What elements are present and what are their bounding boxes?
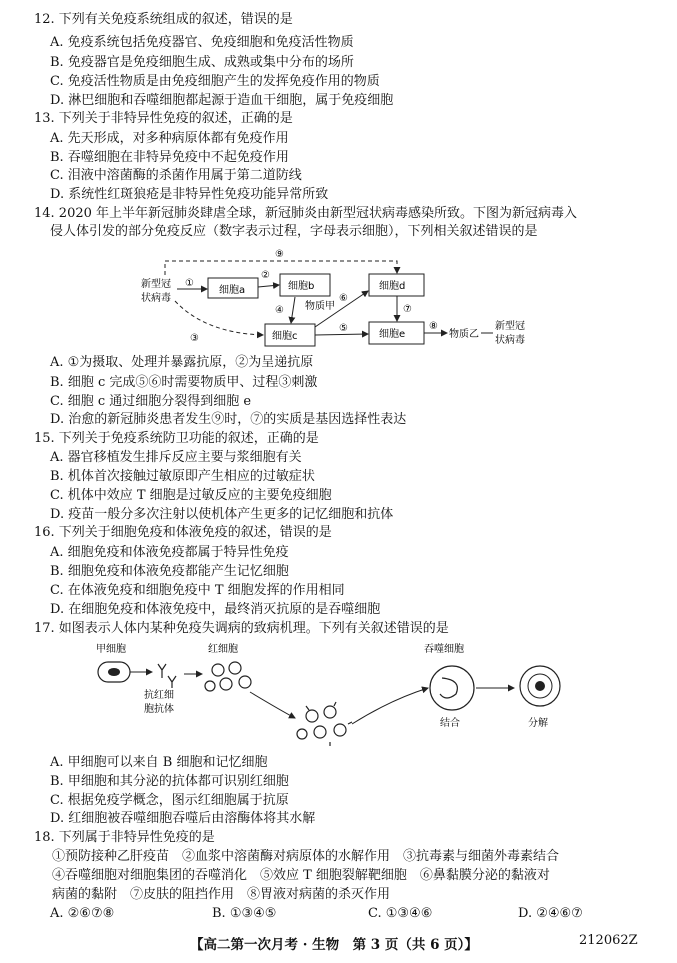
- cell-b-label: 细胞b: [288, 281, 315, 292]
- q18-items-line2: ④吞噬细胞对细胞集团的吞噬消化 ⑤效应 T 细胞裂解靶细胞 ⑥鼻黏膜分泌的黏液对: [52, 868, 550, 883]
- cell-e-label: 细胞e: [379, 329, 406, 340]
- q17-option-a: A. 甲细胞可以来自 B 细胞和记忆细胞: [50, 755, 268, 770]
- q18-items-line1: ①预防接种乙肝疫苗 ②血浆中溶菌酶对病原体的水解作用 ③抗毒素与细菌外毒素结合: [52, 849, 560, 864]
- q16-option-a: A. 细胞免疫和体液免疫都属于特异性免疫: [50, 545, 289, 560]
- cell-a-label: 细胞a: [219, 285, 246, 296]
- q18-stem: 18. 下列属于非特异性免疫的是: [34, 830, 215, 845]
- arrow-3: [175, 301, 263, 335]
- q16-option-d: D. 在细胞免疫和体液免疫中，最终消灭抗原的是吞噬细胞: [50, 602, 381, 617]
- num-4: ④: [275, 305, 284, 316]
- substance-a-label: 物质甲: [305, 301, 335, 312]
- q15-option-b: B. 机体首次接触过敏原即产生相应的过敏症状: [50, 469, 315, 484]
- q14-option-d: D. 治愈的新冠肺炎患者发生⑨时，⑦的实质是基因选择性表达: [50, 412, 407, 427]
- arrow-5: [315, 334, 368, 335]
- cell-d-label: 细胞d: [379, 281, 406, 292]
- q18-choice-a: A. ②⑥⑦⑧: [50, 906, 115, 921]
- q12-option-d: D. 淋巴细胞和吞噬细胞都起源于造血干细胞，属于免疫细胞: [50, 93, 394, 108]
- phago-cell-icon: [430, 666, 474, 710]
- virus-right-label-2: 状病毒: [495, 335, 525, 346]
- agglutinated-cells-icon: [297, 702, 352, 746]
- phago-label: 吞噬细胞: [424, 644, 464, 655]
- antibody-icon: [158, 664, 176, 688]
- q14-option-a: A. ①为摄取、处理并暴露抗原，②为呈递抗原: [50, 355, 314, 370]
- virus-right-label-1: 新型冠: [495, 321, 525, 332]
- q15-option-c: C. 机体中效应 T 细胞是过敏反应的主要免疫细胞: [50, 488, 332, 503]
- q12-stem: 12. 下列有关免疫系统组成的叙述，错误的是: [34, 12, 293, 27]
- jia-cell-label: 甲细胞: [96, 644, 126, 655]
- page-footer: 【高二第一次月考 · 生物 第 3 页（共 6 页）】: [190, 937, 478, 953]
- q12-option-c: C. 免疫活性物质是由免疫细胞产生的发挥免疫作用的物质: [50, 74, 380, 89]
- arrow-2: [258, 285, 279, 287]
- q14-option-c: C. 细胞 c 通过细胞分裂得到细胞 e: [50, 394, 252, 409]
- q13-option-d: D. 系统性红斑狼疮是非特异性免疫功能异常所致: [50, 187, 329, 202]
- q18-choice-d: D. ②④⑥⑦: [518, 906, 583, 921]
- num-2: ②: [261, 270, 270, 281]
- substance-b-label: 物质乙: [449, 329, 479, 340]
- cell-c-label: 细胞c: [272, 331, 298, 342]
- q17-option-d: D. 红细胞被吞噬细胞吞噬后由溶酶体将其水解: [50, 811, 316, 826]
- q14-stem-line2: 侵人体引发的部分免疫反应（数字表示过程，字母表示细胞），下列相关叙述错误的是: [50, 224, 538, 239]
- digest-label: 分解: [528, 718, 548, 729]
- q16-stem: 16. 下列关于细胞免疫和体液免疫的叙述，错误的是: [34, 525, 332, 540]
- q13-option-a: A. 先天形成，对多种病原体都有免疫作用: [50, 131, 289, 146]
- q16-option-c: C. 在体液免疫和细胞免疫中 T 细胞发挥的作用相同: [50, 583, 345, 598]
- virus-left-label-2: 状病毒: [141, 293, 171, 304]
- q17-option-c: C. 根据免疫学概念，图示红细胞属于抗原: [50, 793, 289, 808]
- num-3: ③: [190, 333, 199, 344]
- num-5: ⑤: [339, 323, 348, 334]
- num-9: ⑨: [275, 249, 284, 260]
- q15-option-d: D. 疫苗一般分多次注射以使机体产生更多的记忆细胞和抗体: [50, 507, 394, 522]
- q14-immune-diagram: [135, 243, 545, 353]
- q15-option-a: A. 器官移植发生排斥反应主要与浆细胞有关: [50, 450, 302, 465]
- antibody-label-2: 胞抗体: [144, 704, 174, 715]
- q17-disease-diagram: [90, 640, 590, 750]
- q13-option-b: B. 吞噬细胞在非特异免疫中不起免疫作用: [50, 150, 289, 165]
- virus-left-label-1: 新型冠: [141, 279, 171, 290]
- bind-label: 结合: [440, 718, 460, 729]
- q14-option-b: B. 细胞 c 完成⑤⑥时需要物质甲、过程③刺激: [50, 375, 318, 390]
- q18-items-line3: 病菌的黏附 ⑦皮肤的阻挡作用 ⑧胃液对病菌的杀灭作用: [52, 887, 391, 902]
- q14-stem-line1: 14. 2020 年上半年新冠肺炎肆虐全球，新冠肺炎由新型冠状病毒感染所致。下图为新冠病毒入: [34, 206, 578, 221]
- num-6: ⑥: [339, 293, 348, 304]
- num-8: ⑧: [429, 321, 438, 332]
- arrow-9: [165, 261, 397, 275]
- jia-cell-nucleus: [108, 668, 120, 676]
- q17-stem: 17. 如图表示人体内某种免疫失调病的致病机理。下列有关叙述错误的是: [34, 621, 449, 636]
- phago-engulf-icon: [440, 678, 457, 698]
- antibody-label-1: 抗红细: [144, 690, 174, 701]
- q12-option-a: A. 免疫系统包括免疫器官、免疫细胞和免疫活性物质: [50, 35, 354, 50]
- q12-option-b: B. 免疫器官是免疫细胞生成、成熟或集中分布的场所: [50, 55, 354, 70]
- digest-core-icon: [535, 681, 545, 691]
- num-7: ⑦: [403, 304, 412, 315]
- paper-code: 212062Z: [579, 933, 638, 948]
- q17-option-b: B. 甲细胞和其分泌的抗体都可识别红细胞: [50, 774, 289, 789]
- num-1: ①: [185, 278, 194, 289]
- rbc-cluster-icon: [205, 662, 251, 691]
- q15-stem: 15. 下列关于免疫系统防卫功能的叙述，正确的是: [34, 431, 319, 446]
- arrow-4: [291, 297, 295, 323]
- rbc-label: 红细胞: [208, 644, 238, 655]
- q16-option-b: B. 细胞免疫和体液免疫都能产生记忆细胞: [50, 564, 289, 579]
- q18-choice-c: C. ①③④⑥: [368, 906, 433, 921]
- q13-stem: 13. 下列关于非特异性免疫的叙述，正确的是: [34, 111, 293, 126]
- q13-option-c: C. 泪液中溶菌酶的杀菌作用属于第二道防线: [50, 168, 302, 183]
- phago-arrow: [352, 688, 428, 724]
- agglutinate-arrow: [250, 692, 295, 718]
- q18-choice-b: B. ①③④⑤: [212, 906, 277, 921]
